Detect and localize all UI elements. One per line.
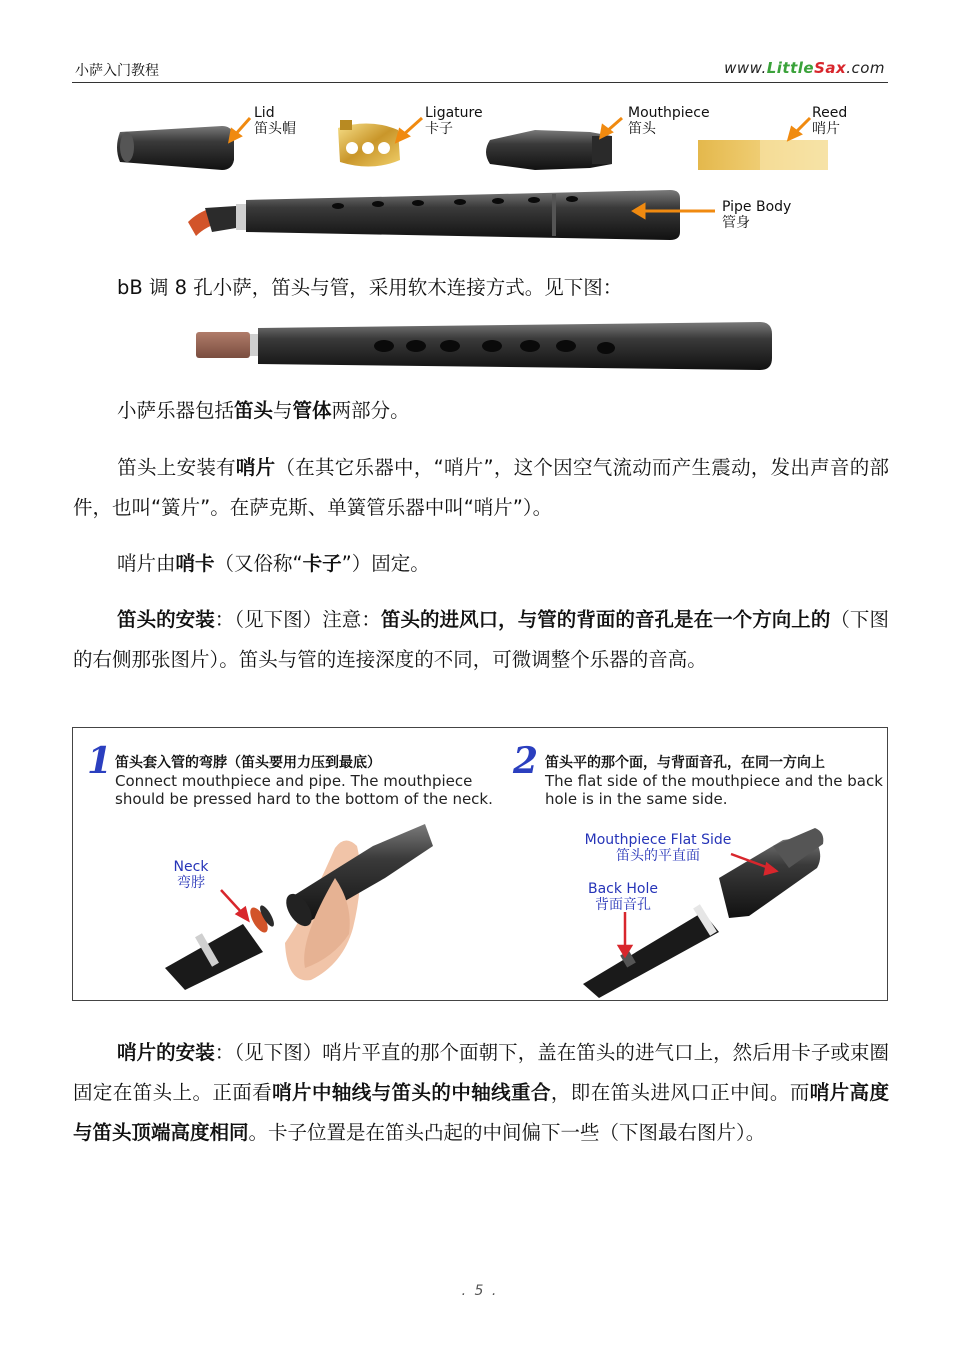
step1-illustration (165, 824, 433, 990)
step2-title-cn: 笛头平的那个面，与背面音孔，在同一方向上 (545, 755, 825, 771)
paragraph-ligature (73, 544, 889, 584)
p4-c: （又俗称“ (214, 552, 303, 575)
reed-label-cn: 哨片 (812, 121, 840, 137)
step2-number: 2 (513, 740, 539, 782)
paragraph-intro-text: bB 调 8 孔小萨，笛头与管，采用软木连接方式。见下图： (117, 276, 623, 299)
p6-f: 。卡子位置是在笛头凸起的中间偏下一些（下图最右图片）。 (248, 1121, 766, 1144)
step1-en-line1: Connect mouthpiece and pipe. The mouthpiece (115, 772, 473, 790)
p4-a: 哨片由 (117, 552, 176, 575)
assembled-pipe-image (188, 190, 680, 240)
mouthpiece-label-en: Mouthpiece (628, 105, 710, 121)
paragraph-mouthpiece-install (73, 600, 889, 680)
step2-en-line2: hole is in the same side. (545, 790, 728, 808)
site-suffix: .com (846, 59, 885, 77)
paragraph-reed (73, 448, 889, 528)
flat-side-label-en: Mouthpiece Flat Side (584, 832, 732, 848)
p6-b: ：（见下图）哨片平直的那个面朝下，盖在笛头的进气口上，然后用卡子或束圈固定在笛头上。正面看 (73, 1041, 889, 1104)
reed-image (698, 140, 828, 170)
mouthpiece-image (486, 130, 612, 170)
pipe-body-label-en: Pipe Body (722, 199, 792, 215)
ligature-label-cn: 卡子 (425, 121, 453, 137)
back-hole-label-en: Back Hole (587, 881, 659, 897)
p4-e: ”）固定。 (341, 552, 430, 575)
back-hole-label-cn: 背面音孔 (595, 897, 651, 913)
p4-b: 哨卡 (175, 552, 215, 575)
site-green: Little (766, 59, 815, 77)
flat-side-label-cn: 笛头的平直面 (616, 848, 700, 864)
ligature-image (338, 120, 400, 167)
lid-label-cn: 笛头帽 (254, 121, 296, 137)
ligature-label (425, 105, 483, 137)
p5-c: 笛头的进风口，与管的背面的音孔是在一个方向上的 (380, 608, 831, 631)
p2-e: 两部分。 (331, 399, 410, 422)
p6-a: 哨片的安装 (117, 1041, 215, 1064)
site-red: Sax (814, 59, 847, 77)
installation-figure (72, 727, 888, 1001)
site-url[interactable] (724, 59, 885, 77)
step1-title-cn: 笛头套入管的弯脖（笛头要用力压到最底） (115, 755, 381, 771)
p6-d: ，即在笛头进风口正中间。而 (550, 1081, 810, 1104)
mouthpiece-label (628, 105, 710, 137)
neck-label-en: Neck (173, 859, 209, 875)
lid-label (254, 105, 296, 137)
step1-en-line2: should be pressed hard to the bottom of the neck. (115, 790, 493, 808)
p2-b: 笛头 (234, 399, 274, 422)
p6-c: 哨片中轴线与笛头的中轴线重合 (272, 1081, 551, 1104)
neck-label-cn: 弯脖 (177, 875, 205, 891)
p5-b: ：（见下图）注意： (214, 608, 381, 631)
step1-number: 1 (87, 740, 113, 782)
p2-c: 与 (273, 399, 293, 422)
paragraph-intro (73, 268, 889, 308)
flat-side-label (583, 832, 733, 864)
lid-label-en: Lid (254, 105, 275, 121)
lid-image (117, 126, 234, 170)
p2-d: 管体 (292, 399, 332, 422)
p3-a: 笛头上安装有 (117, 456, 236, 479)
neck-label (169, 859, 213, 891)
p6-e: 哨片高度与笛头顶端高度相同 (73, 1081, 889, 1144)
reed-label-en: Reed (812, 105, 848, 121)
page-number: . 5 . (461, 1283, 499, 1299)
back-hole-label (583, 881, 663, 913)
pipe-body-label (722, 199, 791, 231)
p5-a: 笛头的安装 (117, 608, 215, 631)
paragraph-reed-install (73, 1033, 889, 1153)
header-divider (72, 82, 888, 83)
reed-label (812, 105, 847, 137)
p3-c: （在其它乐器中，“哨片”，这个因空气流动而产生震动，发出声音的部件，也叫“簧片”。在萨克斯、单簧管乐器中叫“哨片”）。 (73, 456, 889, 519)
pipe-body-label-cn: 管身 (722, 215, 750, 231)
p3-b: 哨片 (235, 456, 276, 479)
doc-title: 小萨入门教程 (75, 63, 159, 79)
p2-a: 小萨乐器包括 (117, 399, 235, 422)
pipe-with-cork-image (0, 318, 960, 378)
p4-d: 卡子 (302, 552, 342, 575)
site-prefix: www. (724, 59, 767, 77)
step2-en-line1: The flat side of the mouthpiece and the back (545, 772, 883, 790)
mouthpiece-label-cn: 笛头 (628, 121, 656, 137)
paragraph-components (73, 391, 889, 431)
p5-d: （下图的右侧那张图片）。笛头与管的连接深度的不同，可微调整个乐器的音高。 (73, 608, 889, 671)
ligature-label-en: Ligature (425, 105, 483, 121)
